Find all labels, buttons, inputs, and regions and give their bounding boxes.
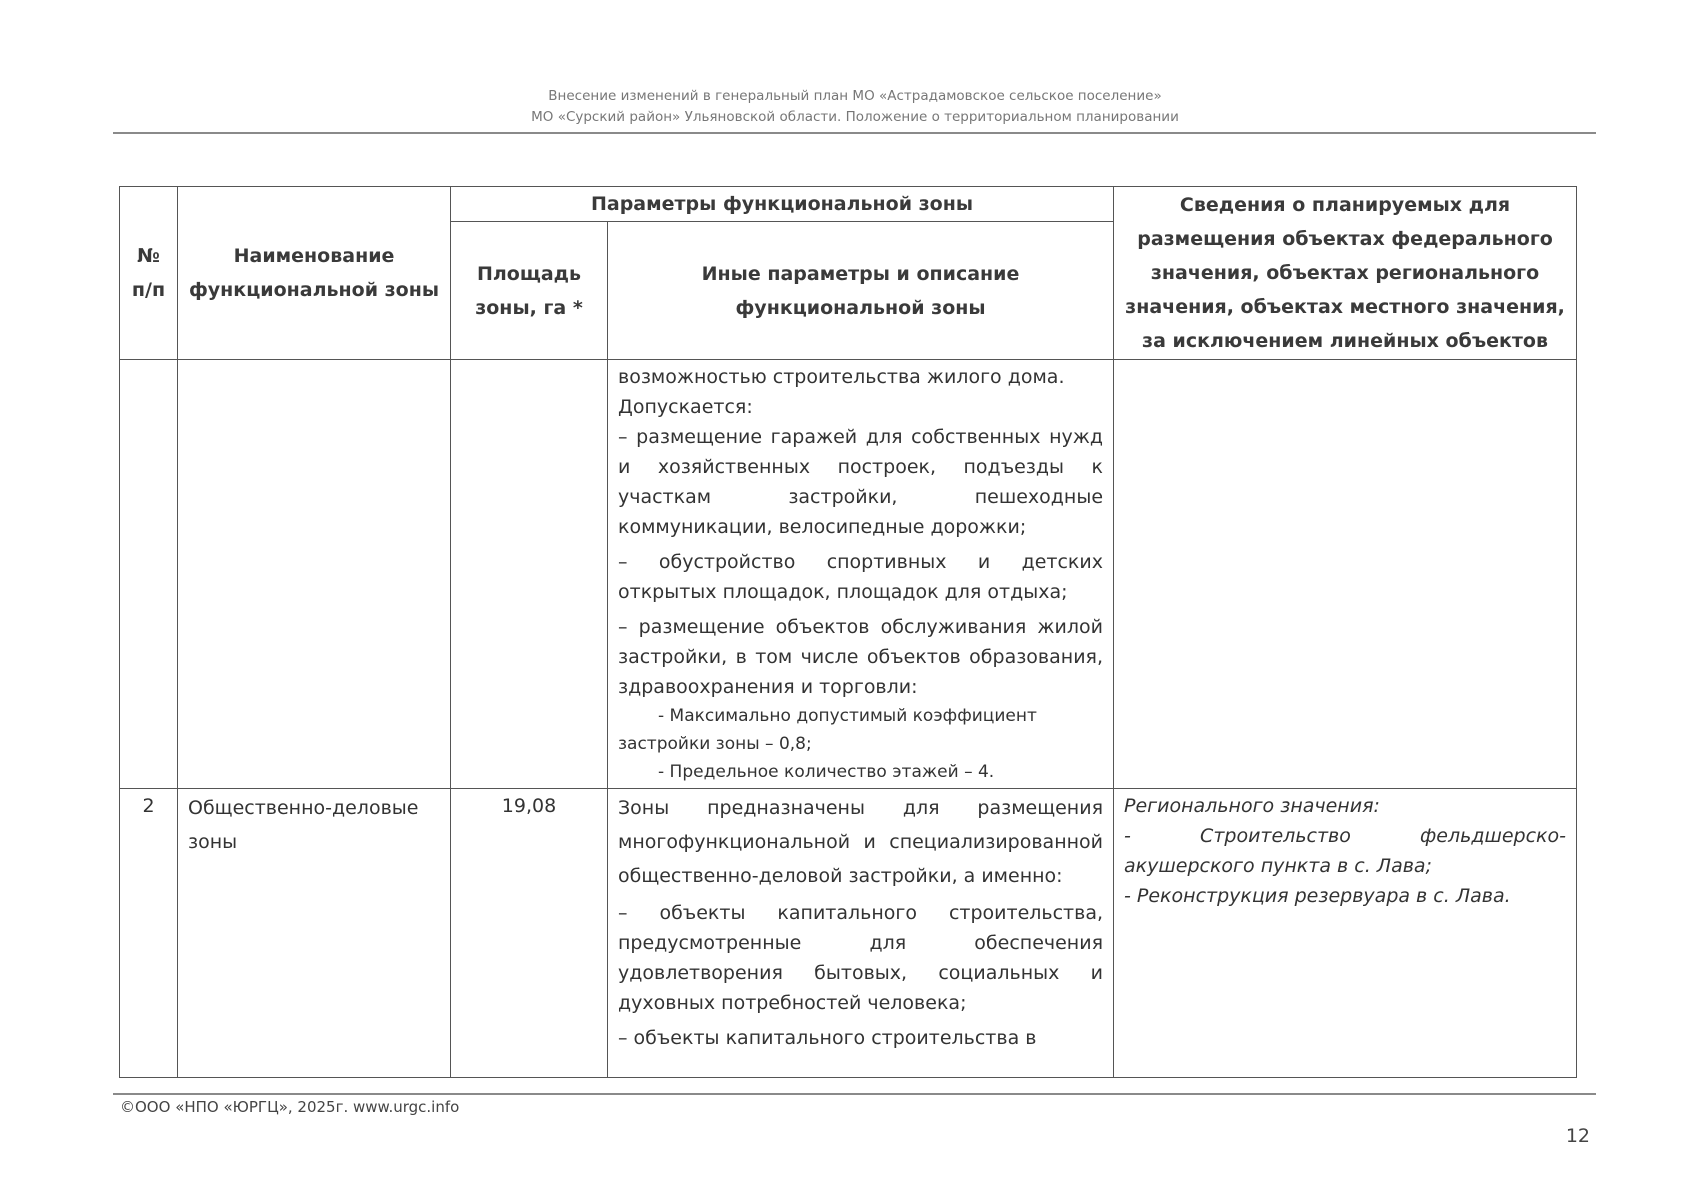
header-zone-name: Наименование функциональной зоны (178, 187, 451, 360)
functional-zones-table (119, 186, 1577, 1078)
footer-divider (113, 1093, 1596, 1095)
footer-copyright: ©ООО «НПО «ЮРГЦ», 2025г. www.urgc.info (120, 1098, 460, 1116)
page-header (115, 86, 1595, 128)
row-num: 2 (120, 789, 178, 1078)
description-paragraph: Зоны предназначены для размещения многофункциональной и специализированной общественно-деловой застройки, а именно: (618, 797, 1104, 887)
description-paragraph: – обустройство спортивных и детских открытых площадок, площадок для отдыха; (618, 551, 1104, 603)
description-paragraph: – объекты капитального строительства в (618, 1027, 1037, 1049)
header-area: Площадь зоны, га * (451, 222, 608, 360)
description-paragraph: – размещение гаражей для собственных нужд и хозяйственных построек, подъезды к участкам застройки, пешеходные коммуникации, велосипедные дорожки; (618, 426, 1104, 538)
planned-objects-title: Регионального значения: (1124, 795, 1380, 817)
row-area: 19,08 (451, 789, 608, 1078)
header-zone-parameters: Параметры функциональной зоны (451, 187, 1114, 222)
description-paragraph: – размещение объектов обслуживания жилой застройки, в том числе объектов образования, здравоохранения и торговли: (618, 616, 1104, 698)
parameter-coefficient-label: - Максимально допустимый коэффициент (658, 706, 1037, 726)
description-paragraph: возможностью строительства жилого дома. (618, 366, 1065, 388)
header-planned-objects: Сведения о планируемых для размещения объектах федерального значения, объектах регионального значения, объектах местного значения, за исключением линейных объектов (1114, 187, 1577, 360)
row-zone-name (178, 360, 451, 789)
header-line-1: Внесение изменений в генеральный план МО «Астрадамовское сельское поселение» (548, 88, 1162, 104)
row-planned-objects (1114, 789, 1577, 1078)
row-planned-objects (1114, 360, 1577, 789)
planned-object-item: - Строительство фельдшерско-акушерского пункта в с. Лава; (1124, 825, 1567, 877)
header-divider (113, 132, 1596, 134)
table-row (120, 360, 1577, 789)
description-paragraph: – объекты капитального строительства, предусмотренные для обеспечения удовлетворения бытовых, социальных и духовных потребностей человека; (618, 902, 1104, 1014)
row-zone-name: Общественно-деловые зоны (178, 789, 451, 1078)
description-paragraph: Допускается: (618, 396, 753, 418)
planned-object-item: - Реконструкция резервуара в с. Лава. (1124, 885, 1511, 907)
row-description (608, 360, 1114, 789)
header-num: № п/п (120, 187, 178, 360)
row-num (120, 360, 178, 789)
page-number: 12 (1565, 1125, 1590, 1147)
header-line-2: МО «Сурский район» Ульяновской области. Положение о территориальном планировании (531, 109, 1179, 125)
table-row (120, 789, 1577, 1078)
header-other-params: Иные параметры и описание функциональной зоны (608, 222, 1114, 360)
row-description (608, 789, 1114, 1078)
parameter-max-floors: - Предельное количество этажей – 4. (658, 762, 995, 782)
parameter-coefficient-value: застройки зоны – 0,8; (618, 734, 812, 754)
row-area (451, 360, 608, 789)
